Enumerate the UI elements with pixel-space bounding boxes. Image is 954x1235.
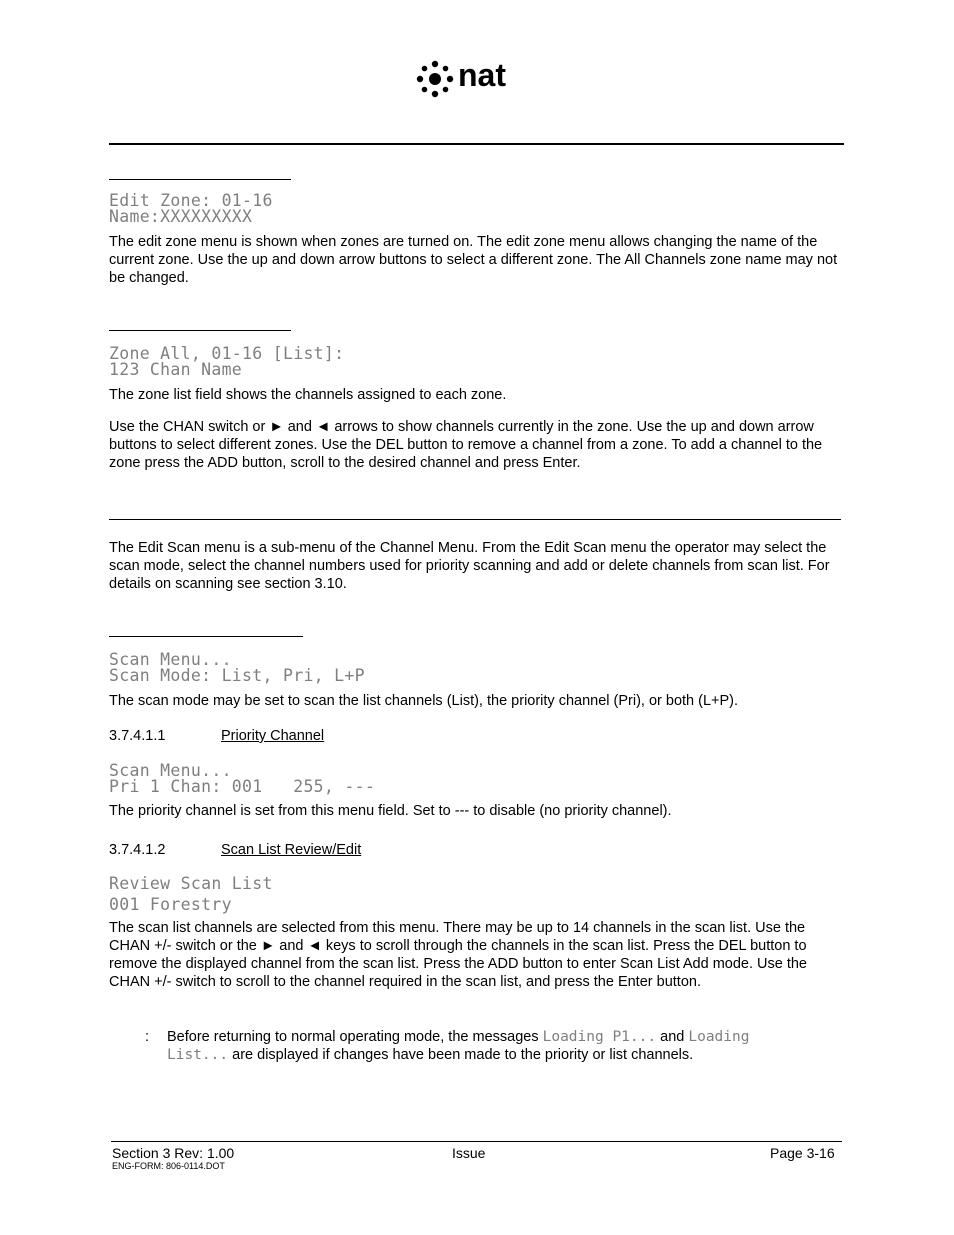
lcd-message-list: List...: [167, 1047, 229, 1063]
priority-body: The priority channel is set from this menu field. Set to --- to disable (no priority channel).: [109, 803, 672, 819]
edit-scan-body: The Edit Scan menu is a sub-menu of the Channel Menu. From the Edit Scan menu the operator may select the scan mode, select the channel numbers used for priority scanning and add or delete channels from scan list. For details on scanning see section 3.10.: [109, 540, 830, 592]
heading-number: 3.7.4.1.2: [109, 842, 166, 858]
section-heading-rule: [109, 636, 303, 637]
section-heading-rule: [109, 330, 291, 331]
zone-list-body-1: The zone list field shows the channels assigned to each zone.: [109, 387, 507, 403]
lcd-line: Pri 1 Chan: 001 255, ---: [109, 777, 376, 796]
lcd-message-loading-p1: Loading P1...: [542, 1029, 657, 1045]
note-marker: :: [145, 1029, 150, 1045]
zone-list-body-2: Use the CHAN switch or ► and ◄ arrows to show channels currently in the zone. Use the up and down arrow buttons to select different zones. Use the DEL button to remove a channel from a zone. To add a channel to the zone press the ADD button, scroll to the desired channel and press Enter.: [109, 419, 823, 471]
scan-list-body: The scan list channels are selected from this menu. There may be up to 14 channels in the scan list. Use the CHAN +/- switch or the ► and ◄ keys to scroll through the channels in the scan list. Press the DEL button to remove the displayed channel from the scan list. Press the ADD button to enter Scan List Add mode. Use the CHAN +/- switch to scroll to the channel required in the scan list, and press the Enter button.: [109, 920, 807, 990]
priority-heading: [109, 728, 324, 744]
lcd-line: Edit Zone: 01-16: [109, 191, 273, 210]
heading-title: Scan List Review/Edit: [221, 842, 362, 858]
footer-form: ENG-FORM: 806-0114.DOT: [112, 1161, 225, 1171]
zone-list-lcd: [109, 346, 344, 378]
logo-text: nat: [458, 57, 506, 93]
note-text-c: are displayed if changes have been made to the priority or list channels.: [228, 1047, 694, 1063]
zone-edit-lcd: [109, 193, 273, 225]
lcd-line: Zone All, 01-16 [List]:: [109, 344, 345, 363]
heading-title: Priority Channel: [221, 728, 325, 744]
scan-list-lcd: [109, 873, 273, 915]
note-text-a: Before returning to normal operating mode, the messages: [167, 1029, 543, 1045]
priority-lcd: [109, 763, 375, 795]
footer-rule: [111, 1141, 842, 1142]
heading-number: 3.7.4.1.1: [109, 728, 166, 744]
scan-mode-lcd: [109, 652, 365, 684]
lcd-line: Scan Menu...: [109, 650, 232, 669]
lcd-line: Review Scan List: [109, 874, 273, 893]
nat-logo: [414, 57, 544, 101]
lcd-line: 001 Forestry: [109, 895, 232, 914]
footer-center: Issue: [452, 1145, 486, 1161]
footer-left: Section 3 Rev: 1.00: [112, 1145, 235, 1161]
section-heading-rule: [109, 179, 291, 180]
zone-edit-body: The edit zone menu is shown when zones are turned on. The edit zone menu allows changing the name of the current zone. Use the up and down arrow buttons to select a different zone. The All Channels zone name may not be changed.: [109, 234, 838, 286]
header-rule: [109, 143, 844, 145]
lcd-line: Scan Mode: List, Pri, L+P: [109, 666, 365, 685]
lcd-message-loading: Loading: [688, 1029, 750, 1045]
scan-list-heading: [109, 842, 361, 858]
section-rule: [109, 519, 841, 520]
starburst-icon: [414, 59, 456, 99]
note-text: [167, 1028, 827, 1064]
note-text-b: and: [656, 1029, 689, 1045]
footer-right: Page 3-16: [770, 1145, 835, 1161]
scan-mode-body: The scan mode may be set to scan the list channels (List), the priority channel (Pri), or both (L+P).: [109, 693, 739, 709]
lcd-line: Name:XXXXXXXXX: [109, 207, 253, 226]
lcd-line: Scan Menu...: [109, 761, 232, 780]
lcd-line: 123 Chan Name: [109, 360, 243, 379]
